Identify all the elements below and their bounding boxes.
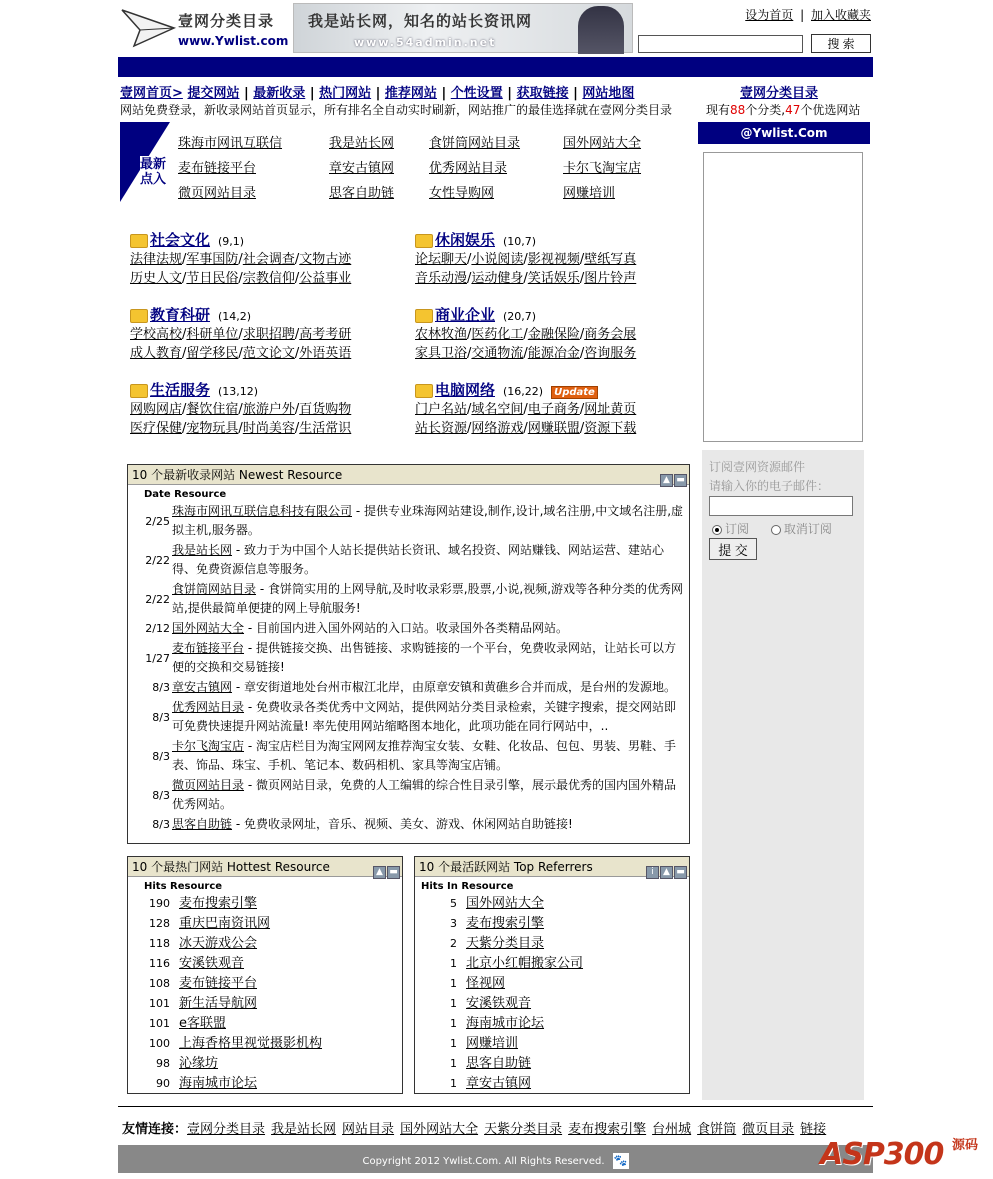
friend-link[interactable]: 麦布搜索引擎 (568, 1122, 647, 1137)
nav-home[interactable]: 壹网首页> (120, 86, 183, 101)
subcategory-link[interactable]: 宗教信仰 (242, 271, 295, 286)
latest-link[interactable]: 我是站长网 (329, 136, 395, 151)
list-item (128, 1074, 402, 1094)
subcategory-link[interactable]: 科研单位 (186, 327, 239, 342)
item-hits: 2 (450, 937, 457, 950)
watermark-suffix: 源码 (952, 1138, 979, 1153)
subcategory-link[interactable]: 时尚美容 (242, 421, 295, 436)
latest-link[interactable]: 微页网站目录 (178, 186, 257, 201)
subcategory-link[interactable]: 网赚联盟 (527, 421, 580, 436)
item-hits: 1 (450, 997, 457, 1010)
list-item (128, 737, 689, 775)
subcategory-link[interactable]: 外语英语 (299, 346, 352, 361)
subcategory-link[interactable]: 生活常识 (299, 421, 352, 436)
category-title[interactable]: 休闲娱乐 (435, 231, 496, 249)
friend-link[interactable]: 网站目录 (342, 1122, 395, 1137)
item-link[interactable]: 海南城市论坛 (179, 1076, 258, 1091)
subscribe-label: 订阅 (725, 522, 750, 536)
item-description: - 微页网站目录，免费的人工编辑的综合性目录引擎，展示最优秀的国内国外精品优秀网站。 (172, 778, 676, 811)
list-item (128, 894, 402, 914)
collapse-icon[interactable]: ▲ (660, 474, 673, 487)
item-link[interactable]: 海南城市论坛 (466, 1016, 545, 1031)
hottest-panel (127, 856, 403, 1094)
list-item (128, 776, 689, 814)
list-item (128, 954, 402, 974)
sidebar-title-bar: @Ywlist.Com (698, 122, 870, 144)
category-title[interactable]: 电脑网络 (435, 381, 496, 399)
list-item (128, 815, 689, 834)
item-hits: 118 (149, 937, 170, 950)
list-item (415, 894, 689, 914)
subcategory-link[interactable]: 壁纸写真 (584, 252, 637, 267)
page (118, 0, 873, 1173)
list-item (128, 934, 402, 954)
newest-panel (127, 464, 690, 844)
item-hits: 190 (149, 897, 170, 910)
item-link[interactable]: 网赚培训 (466, 1036, 519, 1051)
subcategory-link[interactable]: 医疗保健 (130, 421, 183, 436)
subcategory-link[interactable]: 百货购物 (299, 402, 352, 417)
item-date: 2/22 (145, 593, 170, 606)
stats-prefix: 现有 (706, 103, 731, 117)
item-description: - 食饼筒实用的上网导航,及时收录彩票,股票,小说,视频,游戏等各种分类的优秀网站,提供最简单便捷的网上导航服务! (172, 582, 684, 615)
latest-link[interactable]: 优秀网站目录 (429, 161, 508, 176)
subcategory-link[interactable]: 旅游户外 (242, 402, 295, 417)
subcategory-link[interactable]: 网址黄页 (584, 402, 637, 417)
item-link[interactable]: 思客自助链 (466, 1056, 532, 1071)
column-header: Hits Resource (144, 881, 223, 892)
latest-link[interactable]: 卡尔飞淘宝店 (563, 161, 642, 176)
list-item (415, 1054, 689, 1074)
item-hits: 1 (450, 1077, 457, 1090)
subcategory-link[interactable]: 家具卫浴 (415, 346, 468, 361)
update-badge: Update (551, 386, 598, 399)
friend-links (122, 1118, 827, 1137)
site-logo[interactable] (118, 2, 288, 52)
category-block: 商业企业 (20,7) 农林牧渔/医药化工/金融保险/商务会展 家具卫浴/交通物流/能源冶金/咨询服务 (415, 306, 637, 361)
list-item (415, 934, 689, 954)
email-field[interactable] (709, 496, 853, 516)
item-link[interactable]: 天紫分类目录 (466, 936, 545, 951)
folder-icon (415, 234, 433, 248)
item-hits: 1 (450, 1037, 457, 1050)
list-item (415, 1074, 689, 1094)
subcategory-link[interactable]: 音乐动漫 (415, 271, 468, 286)
item-link[interactable]: 上海香格里视觉摄影机构 (179, 1036, 323, 1051)
collapse-icon[interactable]: ▲ (373, 866, 386, 879)
item-link[interactable]: 食饼筒网站目录 (172, 582, 257, 596)
top-links (745, 6, 871, 23)
friend-link[interactable]: 链接 (800, 1122, 827, 1137)
copyright-text: Copyright 2012 Ywlist.Com. All Rights Reserved. (362, 1156, 605, 1167)
item-hits: 5 (450, 897, 457, 910)
list-item (415, 994, 689, 1014)
folder-icon (415, 309, 433, 323)
subscribe-radio[interactable] (712, 525, 722, 535)
subscribe-prompt: 请输入你的电子邮件： (709, 479, 830, 493)
subcategory-link[interactable]: 医药化工 (471, 327, 524, 342)
list-item (415, 1034, 689, 1054)
item-link[interactable]: 麦布链接平台 (172, 641, 245, 655)
latest-link[interactable]: 章安古镇网 (329, 161, 395, 176)
subcategory-link[interactable]: 电子商务 (527, 402, 580, 417)
subcategory-link[interactable]: 能源冶金 (527, 346, 580, 361)
list-item (128, 994, 402, 1014)
category-count: (20,7) (503, 310, 537, 323)
subcategory-link[interactable]: 资源下载 (584, 421, 637, 436)
item-hits: 1 (450, 977, 457, 990)
subcategory-link[interactable]: 社会调查 (242, 252, 295, 267)
item-date: 2/25 (145, 515, 170, 528)
subcategory-link[interactable]: 运动健身 (471, 271, 524, 286)
item-link[interactable]: 思客自助链 (172, 817, 233, 831)
item-date: 8/3 (152, 789, 170, 802)
folder-icon (130, 309, 148, 323)
item-hits: 116 (149, 957, 170, 970)
item-hits: 90 (156, 1077, 170, 1090)
referrers-panel (414, 856, 690, 1094)
list-item (415, 1014, 689, 1034)
category-count: (13,12) (218, 385, 259, 398)
item-link[interactable]: 珠海市网讯互联信息科技有限公司 (172, 504, 353, 518)
watermark-brand: ASP300 (820, 1137, 944, 1172)
nav-sitemap[interactable]: 网站地图 (582, 86, 635, 101)
item-link[interactable]: 安溪铁观音 (179, 956, 245, 971)
latest-clicks (120, 122, 688, 202)
category-title[interactable]: 商业企业 (435, 306, 496, 324)
item-hits: 128 (149, 917, 170, 930)
item-description: - 致力于为中国个人站长提供站长资讯、域名投资、网站赚钱、网站运营、建站心得、免费资源信息等服务。 (172, 543, 664, 576)
subcategory-link[interactable]: 公益事业 (299, 271, 352, 286)
list-item (128, 619, 689, 638)
sidebar-ad-box (703, 152, 863, 442)
stats-middle: 个分类, (745, 103, 786, 117)
subcategory-link[interactable]: 法律法规 (130, 252, 183, 267)
category-block: 休闲娱乐 (10,7) 论坛聊天/小说阅读/影视视频/壁纸写真 音乐动漫/运动健身/笑话娱乐/图片铃声 (415, 231, 637, 286)
category-count: (14,2) (218, 310, 252, 323)
nav-get-link[interactable]: 获取链接 (516, 86, 569, 101)
subcategory-link[interactable]: 餐饮住宿 (186, 402, 239, 417)
category-count: (16,22) (503, 385, 544, 398)
list-item (128, 541, 689, 579)
latest-link[interactable]: 女性导购网 (429, 186, 495, 201)
item-hits: 100 (149, 1037, 170, 1050)
banner-person-image (578, 6, 624, 54)
footer-bar (118, 1145, 873, 1173)
item-link[interactable]: 麦布链接平台 (179, 976, 258, 991)
logo-title: 壹网分类目录 (178, 12, 275, 30)
friend-link[interactable]: 壹网分类目录 (187, 1122, 266, 1137)
item-description: - 章安街道地处台州市椒江北岸，由原章安镇和黄礁乡合并而成，是台州的发源地。 (232, 680, 676, 694)
subcategory-link[interactable]: 军事国防 (186, 252, 239, 267)
subcategory-link[interactable]: 宠物玩具 (186, 421, 239, 436)
column-header: Date Resource (144, 489, 227, 500)
item-description: - 目前国内进入国外网站的入口站。收录国外各类精品网站。 (244, 621, 568, 635)
category-count: 88 (730, 103, 746, 117)
subcategory-link[interactable]: 文物古迹 (299, 252, 352, 267)
category-block: 生活服务 (13,12) 网购网店/餐饮住宿/旅游户外/百货购物 医疗保健/宠物玩具/时尚美容/生活常识 (130, 381, 352, 436)
subscribe-box (702, 450, 864, 1100)
subcategory-link[interactable]: 咨询服务 (584, 346, 637, 361)
subcategory-link[interactable]: 门户名站 (415, 402, 468, 417)
subcategory-link[interactable]: 论坛聊天 (415, 252, 468, 267)
list-item (415, 954, 689, 974)
list-item (128, 580, 689, 618)
subcategory-link[interactable]: 小说阅读 (471, 252, 524, 267)
subcategory-link[interactable]: 站长资源 (415, 421, 468, 436)
list-item (128, 639, 689, 677)
folder-icon (415, 384, 433, 398)
subcategory-link[interactable]: 影视视频 (527, 252, 580, 267)
panel-header (128, 857, 402, 877)
friend-link[interactable]: 食饼筒 (697, 1122, 737, 1137)
unsubscribe-label: 取消订阅 (783, 522, 832, 536)
list-item (128, 914, 402, 934)
item-link[interactable]: 章安古镇网 (466, 1076, 532, 1091)
item-hits: 101 (149, 997, 170, 1010)
close-icon[interactable]: ▬ (674, 474, 687, 487)
paper-plane-icon (120, 6, 176, 50)
item-link[interactable]: 麦布搜索引擎 (466, 916, 545, 931)
panel-title: 10 个最活跃网站 Top Referrers (419, 860, 593, 874)
subcategory-link[interactable]: 网络游戏 (471, 421, 524, 436)
top-links-separator: | (800, 8, 805, 22)
item-hits: 1 (450, 1057, 457, 1070)
watermark-logo (820, 1123, 990, 1173)
item-date: 2/12 (145, 622, 170, 635)
collapse-icon[interactable]: ▲ (660, 866, 673, 879)
subcategory-link[interactable]: 求职招聘 (242, 327, 295, 342)
item-link[interactable]: 卡尔飞淘宝店 (172, 739, 245, 753)
directory-stats (706, 101, 860, 118)
item-hits: 101 (149, 1017, 170, 1030)
subcategory-link[interactable]: 金融保险 (527, 327, 580, 342)
list-item (128, 1034, 402, 1054)
add-favorite-link[interactable]: 加入收藏夹 (810, 8, 871, 22)
nav-recommended[interactable]: 推荐网站 (384, 86, 437, 101)
subcategory-link[interactable]: 成人教育 (130, 346, 183, 361)
panel-header (128, 465, 689, 485)
stats-suffix: 个优选网站 (800, 103, 861, 117)
banner-url: www.54admin.net (354, 36, 497, 49)
friend-link[interactable]: 我是站长网 (271, 1122, 337, 1137)
category-block: 电脑网络 (16,22) Update 门户名站/域名空间/电子商务/网址黄页 站长资源/网络游戏/网赚联盟/资源下载 (415, 381, 637, 436)
latest-link[interactable]: 麦布链接平台 (178, 161, 257, 176)
list-item (128, 698, 689, 736)
list-item (415, 974, 689, 994)
item-link[interactable]: 安溪铁观音 (466, 996, 532, 1011)
subscribe-title: 订阅壹网资源邮件 (709, 460, 806, 474)
banner-text: 我是站长网，知名的站长资讯网 (308, 12, 533, 30)
item-date: 8/3 (152, 681, 170, 694)
panel-title: 10 个最新收录网站 Newest Resource (132, 468, 343, 482)
close-icon[interactable]: ▬ (387, 866, 400, 879)
subcategory-link[interactable]: 历史人文 (130, 271, 183, 286)
category-block: 教育科研 (14,2) 学校高校/科研单位/求职招聘/高考考研 成人教育/留学移民/范文论文/外语英语 (130, 306, 352, 361)
column-header: Hits In Resource (421, 881, 514, 892)
nav-submit-site[interactable]: 提交网站 (187, 86, 240, 101)
submit-button[interactable]: 提 交 (709, 538, 757, 560)
item-link[interactable]: 怪视网 (466, 976, 506, 991)
item-hits: 1 (450, 1017, 457, 1030)
subcategory-link[interactable]: 留学移民 (186, 346, 239, 361)
nav-color-bar (118, 57, 873, 77)
item-description: - 免费收录各类优秀中文网站，提供网站分类目录检索，关键字搜索，提交网站即可免费快速提升网站流量! 率先使用网站缩略图本地化，此项功能在同行网站中，.. (172, 700, 676, 733)
item-link[interactable]: 冰天游戏公会 (179, 936, 258, 951)
banner-ad[interactable] (293, 3, 633, 53)
latest-link[interactable]: 网赚培训 (563, 186, 616, 201)
item-link[interactable]: 新生活导航网 (179, 996, 258, 1011)
panel-header (415, 857, 689, 877)
paw-icon[interactable]: 🐾 (613, 1154, 628, 1167)
subcategory-link[interactable]: 网购网店 (130, 402, 183, 417)
category-title[interactable]: 教育科研 (150, 306, 211, 324)
list-item (128, 1054, 402, 1074)
item-date: 8/3 (152, 711, 170, 724)
item-hits: 1 (450, 957, 457, 970)
friend-link[interactable]: 国外网站大全 (400, 1122, 479, 1137)
category-block: 社会文化 (9,1) 法律法规/军事国防/社会调查/文物古迹 历史人文/节日民俗/宗教信仰/公益事业 (130, 231, 352, 286)
directory-title-link[interactable]: 壹网分类目录 (740, 86, 819, 101)
list-item (128, 1014, 402, 1034)
subcategory-link[interactable]: 范文论文 (242, 346, 295, 361)
item-description: - 提供链接交换、出售链接、求购链接的一个平台，免费收录网站，让站长可以方便的交换和交易链接! (172, 641, 676, 674)
search-input[interactable] (638, 35, 803, 53)
category-count: (10,7) (503, 235, 537, 248)
subcategory-link[interactable]: 商务会展 (584, 327, 637, 342)
unsubscribe-radio[interactable] (771, 525, 781, 535)
item-hits: 108 (149, 977, 170, 990)
logo-url: www.Ywlist.com (178, 34, 289, 48)
latest-link[interactable]: 思客自助链 (329, 186, 395, 201)
search-form (638, 34, 871, 53)
friend-link[interactable]: 微页目录 (742, 1122, 795, 1137)
main-nav: 壹网首页> 提交网站 | 最新收录 | 热门网站 | 推荐网站 | 个性设置 | 获取链接 | 网站地图 (120, 86, 635, 101)
item-link[interactable]: 重庆巴南资讯网 (179, 916, 271, 931)
panel-title: 10 个最热门网站 Hottest Resource (132, 860, 330, 874)
latest-label: 最新点入 (140, 156, 170, 188)
site-tagline: 网站免费登录，新收录网站首页显示，所有排名全自动实时刷新，网站推广的最佳选择就在壹网分类目录 (120, 103, 673, 117)
item-link[interactable]: 章安古镇网 (172, 680, 233, 694)
subcategory-link[interactable]: 学校高校 (130, 327, 183, 342)
folder-icon (130, 234, 148, 248)
item-description: - 提供专业珠海网站建设,制作,设计,域名注册,中文域名注册,虚拟主机,服务器。 (172, 504, 684, 537)
category-count: (9,1) (218, 235, 245, 248)
subcategory-link[interactable]: 农林牧渔 (415, 327, 468, 342)
subcategory-link[interactable]: 笑话娱乐 (527, 271, 580, 286)
subcategory-link[interactable]: 域名空间 (471, 402, 524, 417)
friend-link[interactable]: 台州城 (652, 1122, 692, 1137)
close-icon[interactable]: ▬ (674, 866, 687, 879)
latest-link[interactable]: 珠海市网讯互联信 (178, 136, 283, 151)
item-hits: 3 (450, 917, 457, 930)
item-link[interactable]: e客联盟 (179, 1016, 226, 1031)
list-item (128, 678, 689, 697)
footer-divider (118, 1106, 873, 1107)
latest-link[interactable]: 食饼筒网站目录 (429, 136, 521, 151)
list-item (128, 502, 689, 540)
category-title[interactable]: 社会文化 (150, 231, 211, 249)
item-link[interactable]: 北京小红帽搬家公司 (466, 956, 584, 971)
nav-personal-settings[interactable]: 个性设置 (450, 86, 503, 101)
subcategory-link[interactable]: 节日民俗 (186, 271, 239, 286)
friend-link[interactable]: 天紫分类目录 (484, 1122, 563, 1137)
subcategory-link[interactable]: 图片铃声 (584, 271, 637, 286)
category-title[interactable]: 生活服务 (150, 381, 211, 399)
latest-link[interactable]: 国外网站大全 (563, 136, 642, 151)
subcategory-link[interactable]: 交通物流 (471, 346, 524, 361)
item-date: 8/3 (152, 750, 170, 763)
item-link[interactable]: 沁缘坊 (179, 1056, 219, 1071)
item-link[interactable]: 微页网站目录 (172, 778, 245, 792)
item-link[interactable]: 国外网站大全 (172, 621, 245, 635)
item-date: 2/22 (145, 554, 170, 567)
info-icon[interactable]: i (646, 866, 659, 879)
item-date: 1/27 (145, 652, 170, 665)
set-home-link[interactable]: 设为首页 (745, 8, 794, 22)
nav-newest[interactable]: 最新收录 (253, 86, 306, 101)
item-hits: 98 (156, 1057, 170, 1070)
subcategory-link[interactable]: 高考考研 (299, 327, 352, 342)
folder-icon (130, 384, 148, 398)
item-description: - 免费收录网址，音乐、视频、美女、游戏、休闲网站自助链接! (232, 817, 573, 831)
item-link[interactable]: 我是站长网 (172, 543, 233, 557)
friend-links-label: 友情连接： (122, 1122, 188, 1137)
search-button[interactable]: 搜 索 (811, 34, 871, 53)
item-date: 8/3 (152, 818, 170, 831)
featured-count: 47 (785, 103, 801, 117)
item-link[interactable]: 麦布搜索引擎 (179, 896, 258, 911)
list-item (128, 974, 402, 994)
list-item (415, 914, 689, 934)
item-link[interactable]: 国外网站大全 (466, 896, 545, 911)
item-link[interactable]: 优秀网站目录 (172, 700, 245, 714)
nav-hot[interactable]: 热门网站 (319, 86, 372, 101)
item-description: - 淘宝店栏目为淘宝网网友推荐淘宝女装、女鞋、化妆品、包包、男装、男鞋、手表、饰品、珠宝、手机、笔记本、数码相机、家具等淘宝店铺。 (172, 739, 676, 772)
subscribe-options (712, 520, 832, 537)
